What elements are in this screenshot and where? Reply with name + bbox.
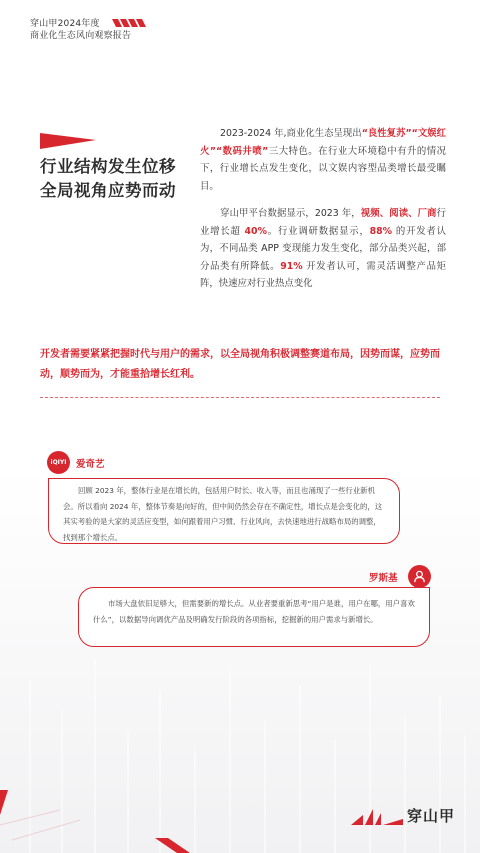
body-paragraph-1 (200, 125, 446, 195)
para2-text-d: 的开发者认为，不同品类 APP 变现能力发生变化，部分品类兴起，部分品类有所降低。 (200, 225, 446, 272)
section-title (40, 155, 176, 203)
section-title-line-2: 全局视角应势而动 (40, 181, 176, 200)
quote-text-iqiyi: 回顾 2023 年，整体行业是在增长的，包括用户时长、收入等，而且也涌现了一些行业新机会。所以看向 2024 年，整体节奏是向好的，但中间仍然会存在不确定性，增长点是会变化的，这其实考验的是大家的灵活应变型，如何跟着用户习惯、行业风向，去快速地进行战略布局的调整，找到那个增长点。 (63, 486, 383, 542)
para2-highlight-d: 91% (280, 260, 303, 272)
key-callout: 开发者需要紧紧把握时代与用户的需求，以全局视角积极调整赛道布局，因势而谋，应势而动，顺势而为，才能重拾增长红利。 (40, 349, 440, 380)
logo-text: 穿山甲 (407, 807, 456, 825)
header-title: 穿山甲2024年度 (30, 19, 100, 29)
iqiyi-logo-icon: iQIYI (47, 451, 70, 474)
quote-box-iqiyi (48, 478, 400, 544)
user-icon (413, 570, 426, 583)
quote-speaker-iqiyi: 爱奇艺 (76, 459, 105, 470)
para2-text-a: 穿山甲平台数据显示，2023 年， (220, 208, 361, 219)
report-header (30, 18, 131, 42)
user-avatar-icon (408, 565, 431, 588)
header-stripes-icon (112, 19, 152, 27)
para1-text-b: 三大特色。在行业大环境稳中有升的情况下，行业增长点发生变化，以文娱内容型品类增长最受瞩目。 (200, 145, 446, 192)
pangle-logo-icon (351, 807, 403, 825)
para2-highlight-a: 视频、阅读、厂商 (360, 208, 437, 219)
dashed-divider (40, 397, 440, 398)
para2-text-e: 开发者认可，需灵活调整产品矩阵，快速应对行业热点变化 (200, 260, 446, 290)
para2-text-b: 行业增长超 (200, 208, 446, 237)
quote-box-luosiji (78, 587, 430, 647)
section-flag-icon (40, 133, 96, 149)
para2-highlight-b: 40% (244, 225, 267, 237)
body-paragraph-2 (200, 205, 446, 293)
para1-text-a: 2023-2024 年,商业化生态呈现出 (220, 128, 362, 139)
para1-highlight-a: “良性复苏”“文娱红火”“数码井喷” (200, 128, 446, 157)
para2-text-c: 。行业调研数据显示， (266, 225, 370, 237)
header-subtitle: 商业化生态风向观察报告 (30, 31, 132, 41)
brand-logo (351, 805, 455, 826)
para2-highlight-c: 88% (369, 225, 393, 237)
quote-text-luosiji: 市场大盘依旧足够大，但需要新的增长点。从业者要重新思考“用户是谁，用户在哪，用户喜欢什么”，以数据导向调优产品及明确发行阶段的各项指标，挖掘新的用户需求与新增长。 (93, 599, 415, 624)
section-title-line-1: 行业结构发生位移 (40, 157, 176, 176)
quote-speaker-luosiji: 罗斯基 (369, 573, 398, 584)
